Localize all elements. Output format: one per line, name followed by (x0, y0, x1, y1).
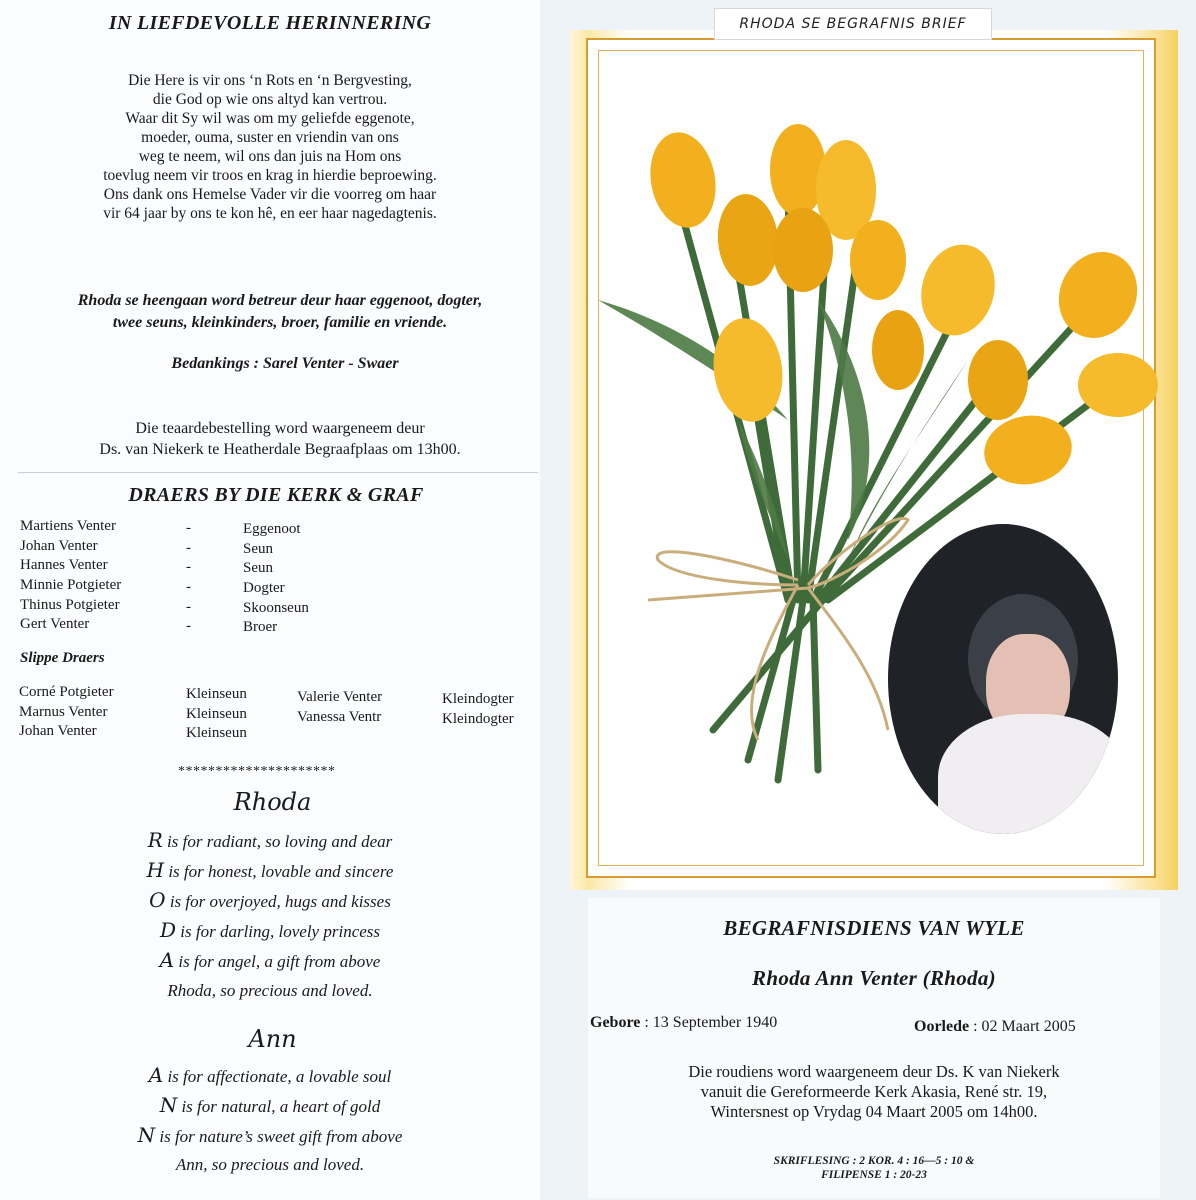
verse-line: die God op wie ons altyd kan vertrou. (152, 91, 388, 108)
bearer-name: Thinus Potgieter (20, 597, 120, 613)
poem-initial: A (159, 948, 175, 972)
poem-line (0, 1123, 540, 1147)
mourning-line: twee seuns, kleinkinders, broer, familie en vriende. (112, 314, 448, 331)
verse-line: weg te neem, wil ons dan juis na Hom ons (138, 148, 402, 165)
service-info (588, 898, 1160, 1198)
right-panel (540, 0, 1196, 1200)
poem-line (0, 828, 540, 852)
slip-bearers-title: Slippe Draers (20, 650, 105, 666)
bearer-dash: - (186, 618, 191, 634)
bearer-relation: Broer (243, 619, 278, 635)
slip-bearer-relation: Kleindogter (442, 691, 514, 707)
poem-line (0, 858, 540, 882)
bearer-name: Minnie Potgieter (20, 577, 122, 593)
thanks-line: Bedankings : Sarel Venter - Swaer (171, 355, 399, 372)
bearer-dash: - (186, 540, 191, 556)
slip-bearer-name: Corné Potgieter (19, 684, 114, 700)
poem-line (0, 948, 540, 972)
memorial-title: IN LIEFDEVOLLE HERINNERING (108, 12, 432, 34)
portrait-shirt (938, 714, 1120, 836)
service-details (588, 1062, 1160, 1122)
died-label: Oorlede (914, 1018, 970, 1035)
poem-rhoda-title: Rhoda (233, 788, 312, 816)
verse-line: Waar dit Sy wil was om my geliefde eggenote, (125, 110, 415, 127)
bearer-dash: - (186, 520, 191, 536)
poem-line (0, 1151, 540, 1175)
poem-line (0, 1093, 540, 1117)
bearer-relation: Seun (243, 560, 273, 576)
mourning-line: Rhoda se heengaan word betreur deur haar eggenoot, dogter, (77, 292, 483, 309)
poem-initial: D (159, 918, 177, 942)
star-separator: ********************* (178, 764, 336, 779)
poem-text: is for angel, a gift from above (174, 952, 381, 971)
bearer-dash: - (186, 579, 191, 595)
poem-line (0, 977, 540, 1001)
bearer-relation: Eggenoot (243, 521, 301, 537)
bearer-dash: - (186, 599, 191, 615)
died-info (914, 1018, 1076, 1036)
poem-text: is for natural, a heart of gold (177, 1097, 381, 1116)
bearer-dash: - (186, 559, 191, 575)
poem-text: is for darling, lovely princess (176, 922, 381, 941)
slip-bearer-name: Valerie Venter (297, 689, 383, 705)
poem-line (0, 918, 540, 942)
born-value: : 13 September 1940 (640, 1014, 778, 1031)
service-line: Die roudiens word waargeneem deur Ds. K van Niekerk (688, 1062, 1060, 1081)
poem-initial: H (146, 858, 165, 882)
bearer-name: Hannes Venter (20, 557, 108, 573)
bearer-relation: Seun (243, 541, 273, 557)
poem-initial: N (137, 1123, 156, 1147)
bearer-name: Johan Venter (20, 538, 98, 554)
burial-notice (0, 418, 560, 460)
portrait-photo (886, 522, 1120, 836)
slip-bearer-relation: Kleinseun (186, 725, 247, 741)
slip-bearer-relation: Kleindogter (442, 711, 514, 727)
poem-initial: A (148, 1063, 164, 1087)
poem-text: is for overjoyed, hugs and kisses (165, 892, 391, 911)
scripture-reading (588, 1154, 1160, 1182)
bearer-relation: Skoonseun (243, 600, 309, 616)
bearer-name: Gert Venter (20, 616, 90, 632)
died-value: : 02 Maart 2005 (969, 1018, 1076, 1035)
mourning-notice (0, 290, 560, 334)
service-line: vanuit die Gereformeerde Kerk Akasia, René str. 19, (700, 1082, 1048, 1101)
photo-frame (570, 30, 1178, 890)
slip-bearer-name: Marnus Venter (19, 704, 108, 720)
poem-text: Ann, so precious and loved. (175, 1155, 365, 1174)
born-info (590, 1014, 777, 1032)
bearer-relation: Dogter (243, 580, 285, 596)
poem-line (0, 1063, 540, 1087)
burial-line: Ds. van Niekerk te Heatherdale Begraafplaas om 13h00. (99, 441, 461, 458)
poem-initial: O (149, 888, 166, 912)
frame-border (586, 38, 1156, 878)
slip-bearer-relation: Kleinseun (186, 706, 247, 722)
memorial-verse (0, 71, 540, 223)
service-title: BEGRAFNISDIENS VAN WYLE (723, 916, 1025, 940)
tulip-heads (643, 124, 1158, 491)
slip-bearer-name: Vanessa Ventr (297, 709, 382, 725)
poem-text: Rhoda, so precious and loved. (167, 981, 373, 1000)
poem-text: is for radiant, so loving and dear (162, 832, 393, 851)
poem-line (0, 888, 540, 912)
verse-line: toevlug neem vir troos en krag in hierdie beproewing. (103, 167, 437, 184)
born-label: Gebore (590, 1014, 641, 1031)
verse-line: Die Here is vir ons ‘n Rots en ‘n Bergvesting, (128, 72, 412, 89)
verse-line: moeder, ouma, suster en vriendin van ons (141, 129, 399, 146)
deceased-name: Rhoda Ann Venter (Rhoda) (752, 966, 996, 990)
verse-line: vir 64 jaar by ons te kon hê, en eer haar nagedagtenis. (103, 205, 437, 222)
letter-stamp-label: RHODA SE BEGRAFNIS BRIEF (714, 8, 992, 40)
scripture-line: FILIPENSE 1 : 20-23 (821, 1169, 927, 1181)
poem-text: is for honest, lovable and sincere (164, 862, 394, 881)
scripture-line: SKRIFLESING : 2 KOR. 4 : 16—5 : 10 & (773, 1155, 975, 1167)
section-divider (18, 472, 538, 473)
verse-line: Ons dank ons Hemelse Vader vir die voorreg om haar (103, 186, 437, 203)
poem-text: is for affectionate, a lovable soul (163, 1067, 392, 1086)
poem-initial: R (147, 828, 163, 852)
poem-ann-title: Ann (248, 1025, 297, 1053)
bearers-title: DRAERS BY DIE KERK & GRAF (128, 484, 424, 506)
poem-initial: N (159, 1093, 178, 1117)
service-line: Wintersnest op Vrydag 04 Maart 2005 om 14h00. (710, 1102, 1038, 1121)
burial-line: Die teaardebestelling word waargeneem deur (135, 420, 425, 437)
bearer-name: Martiens Venter (20, 518, 116, 534)
left-panel (0, 0, 540, 1200)
slip-bearer-relation: Kleinseun (186, 686, 247, 702)
poem-text: is for nature’s sweet gift from above (155, 1127, 403, 1146)
slip-bearer-name: Johan Venter (19, 723, 97, 739)
